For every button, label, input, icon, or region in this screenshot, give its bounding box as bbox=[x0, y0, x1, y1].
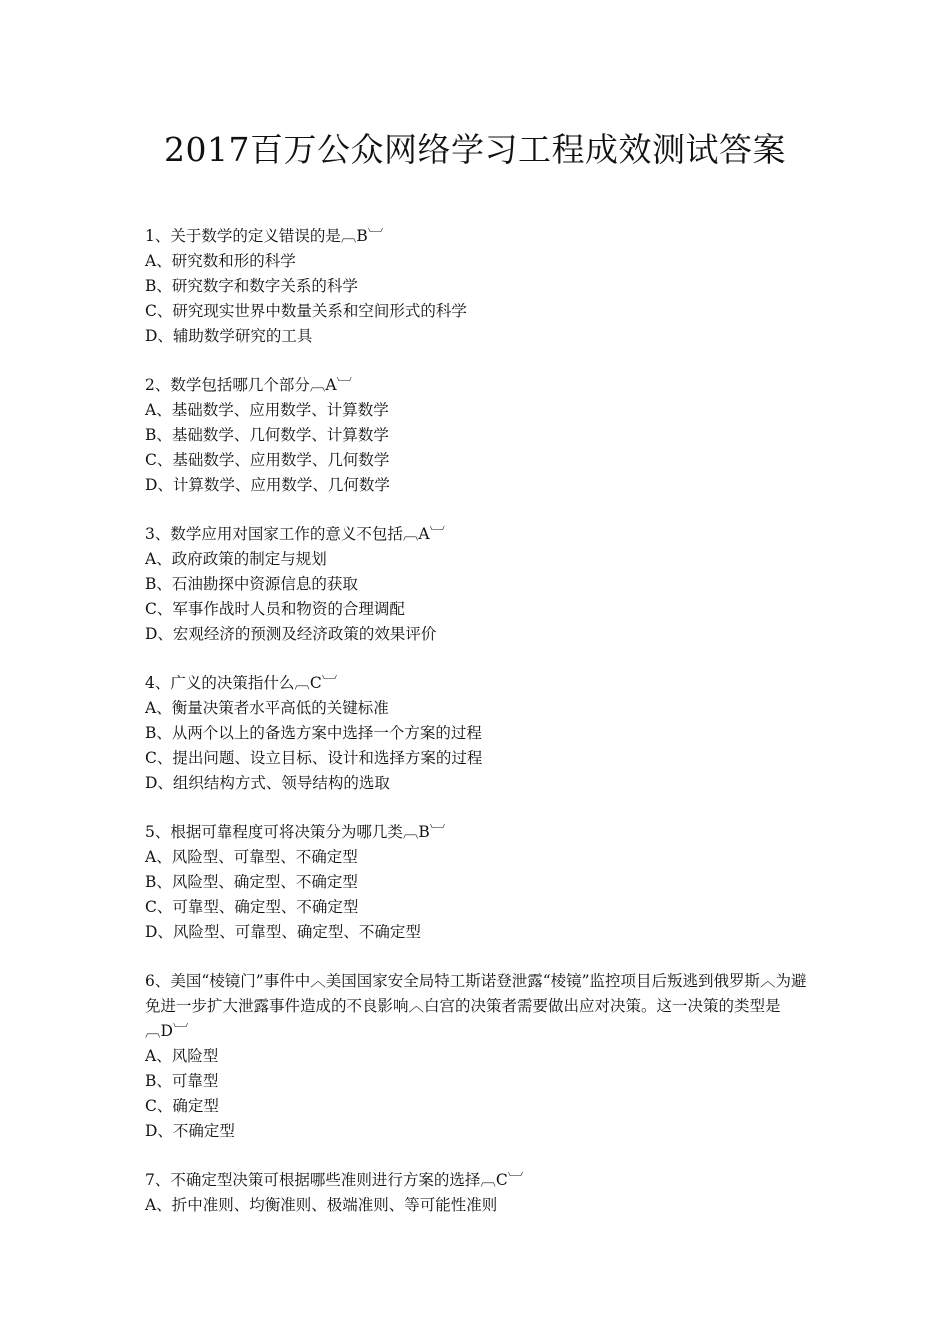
document-title: 2017百万公众网络学习工程成效测试答案 bbox=[164, 130, 786, 169]
option-b: B、石油勘探中资源信息的获取 bbox=[145, 575, 358, 593]
option-d: D、辅助数学研究的工具 bbox=[145, 327, 313, 345]
question-stem: 6、美国“棱镜门”事件中︿美国国家安全局特工斯诺登泄露“棱镜”监控项目后叛逃到俄罗斯︿为避免进一步扩大泄露事件造成的不良影响︿白宫的决策者需要做出应对决策。这一决策的类型是︹D︺ bbox=[145, 972, 807, 1040]
option-b: B、从两个以上的备选方案中选择一个方案的过程 bbox=[145, 724, 482, 742]
option-d: D、宏观经济的预测及经济政策的效果评价 bbox=[145, 625, 437, 643]
option-a: A、风险型、可靠型、不确定型 bbox=[145, 848, 358, 866]
option-c: C、研究现实世界中数量关系和空间形式的科学 bbox=[145, 302, 467, 320]
option-c: C、可靠型、确定型、不确定型 bbox=[145, 898, 359, 916]
question-list bbox=[145, 224, 815, 1242]
question-stem: 2、数学包括哪几个部分︹A︺ bbox=[145, 376, 353, 394]
option-c: C、提出问题、设立目标、设计和选择方案的过程 bbox=[145, 749, 483, 767]
option-b: B、风险型、确定型、不确定型 bbox=[145, 873, 358, 891]
option-b: B、基础数学、几何数学、计算数学 bbox=[145, 426, 389, 444]
question-stem: 4、广义的决策指什么︹C︺ bbox=[145, 674, 338, 692]
option-b: B、研究数字和数字关系的科学 bbox=[145, 277, 358, 295]
option-d: D、风险型、可靠型、确定型、不确定型 bbox=[145, 923, 421, 941]
option-d: D、不确定型 bbox=[145, 1122, 235, 1140]
option-b: B、可靠型 bbox=[145, 1072, 219, 1090]
option-a: A、研究数和形的科学 bbox=[145, 252, 296, 270]
option-c: C、确定型 bbox=[145, 1097, 219, 1115]
question-6 bbox=[145, 969, 815, 1144]
question-3 bbox=[145, 522, 815, 647]
question-7 bbox=[145, 1168, 815, 1218]
option-c: C、基础数学、应用数学、几何数学 bbox=[145, 451, 390, 469]
option-a: A、衡量决策者水平高低的关键标准 bbox=[145, 699, 389, 717]
option-d: D、计算数学、应用数学、几何数学 bbox=[145, 476, 390, 494]
question-5 bbox=[145, 820, 815, 945]
question-stem: 1、关于数学的定义错误的是︹B︺ bbox=[145, 227, 384, 245]
option-a: A、基础数学、应用数学、计算数学 bbox=[145, 401, 389, 419]
option-a: A、政府政策的制定与规划 bbox=[145, 550, 327, 568]
question-2 bbox=[145, 373, 815, 498]
question-stem: 5、根据可靠程度可将决策分为哪几类︹B︺ bbox=[145, 823, 446, 841]
option-d: D、组织结构方式、领导结构的选取 bbox=[145, 774, 390, 792]
question-stem: 3、数学应用对国家工作的意义不包括︹A︺ bbox=[145, 525, 446, 543]
option-c: C、军事作战时人员和物资的合理调配 bbox=[145, 600, 405, 618]
question-1 bbox=[145, 224, 815, 349]
option-a: A、风险型 bbox=[145, 1047, 219, 1065]
option-a: A、折中准则、均衡准则、极端准则、等可能性准则 bbox=[145, 1196, 498, 1214]
question-4 bbox=[145, 671, 815, 796]
question-stem: 7、不确定型决策可根据哪些准则进行方案的选择︹C︺ bbox=[145, 1171, 524, 1189]
